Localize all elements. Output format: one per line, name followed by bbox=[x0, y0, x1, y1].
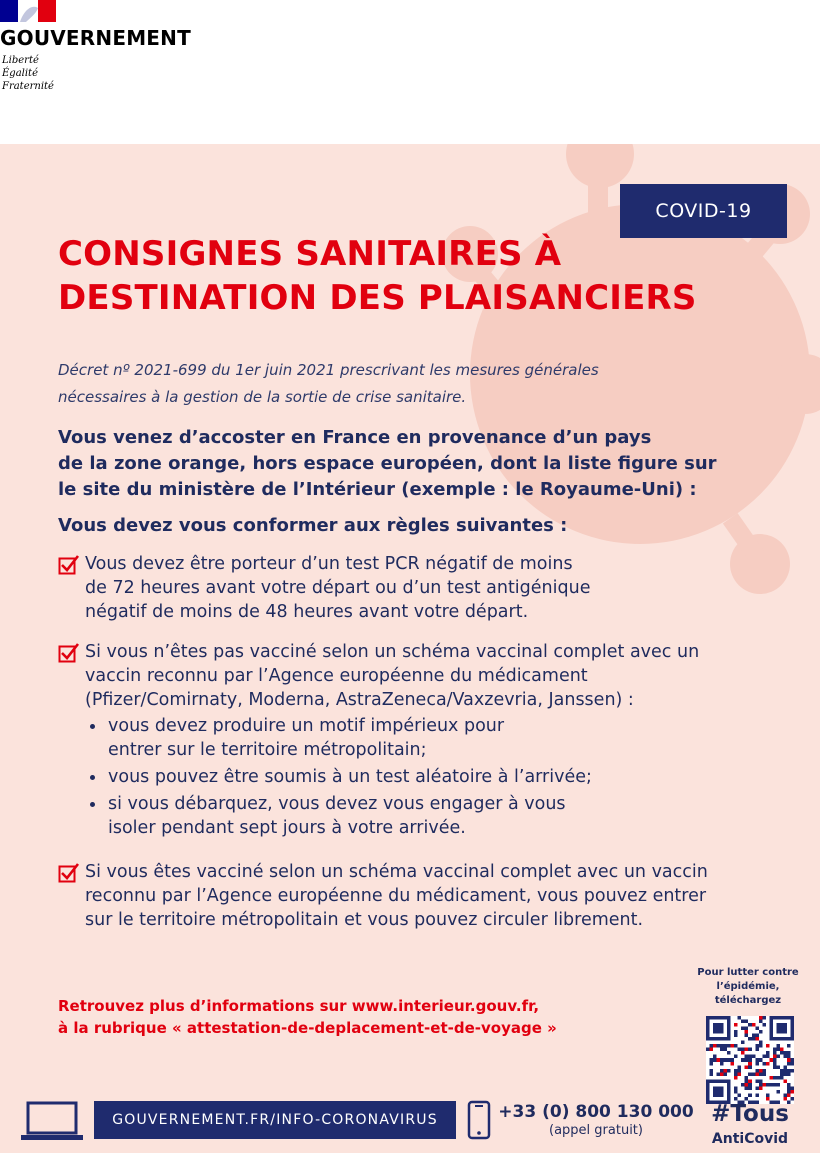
covid-badge: COVID-19 bbox=[620, 184, 787, 238]
rules-heading: Vous devez vous conformer aux règles suivantes : bbox=[58, 515, 568, 536]
caption-line: l’épidémie, bbox=[716, 981, 780, 992]
rule-item bbox=[58, 860, 798, 932]
rule-item bbox=[58, 640, 798, 840]
rule-text: vaccin reconnu par l’Agence européenne du médicament bbox=[85, 666, 588, 686]
motto-egalite: Égalité bbox=[2, 68, 38, 79]
bullet-text: vous pouvez être soumis à un test aléatoire à l’arrivée; bbox=[108, 767, 592, 787]
checkbox-check-icon bbox=[58, 554, 80, 576]
bullet-text: vous devez produire un motif impérieux pour bbox=[108, 716, 505, 736]
app-promo-caption bbox=[686, 966, 810, 1008]
phone-number[interactable]: +33 (0) 800 130 000 bbox=[498, 1102, 694, 1122]
decree-line: nécessaires à la gestion de la sortie de crise sanitaire. bbox=[58, 388, 467, 406]
decree-reference bbox=[58, 357, 698, 411]
intro-line: Vous venez d’accoster en France en provenance d’un pays bbox=[58, 427, 652, 448]
intro-paragraph bbox=[58, 425, 778, 503]
qr-code[interactable] bbox=[706, 1016, 794, 1104]
marianne-flag-logo bbox=[0, 0, 56, 22]
intro-line: le site du ministère de l’Intérieur (exemple : le Royaume-Uni) : bbox=[58, 479, 697, 500]
more-info-text bbox=[58, 995, 557, 1039]
bullet-dot bbox=[90, 775, 95, 780]
bullet-item bbox=[58, 714, 798, 762]
motto-fraternite: Fraternité bbox=[2, 81, 54, 92]
intro-line: de la zone orange, hors espace européen, dont la liste figure sur bbox=[58, 453, 717, 474]
republic-motto bbox=[2, 54, 54, 93]
phone-icon bbox=[466, 1100, 492, 1140]
bullet-list bbox=[58, 714, 798, 840]
more-info-line: Retrouvez plus d’informations sur www.interieur.gouv.fr, bbox=[58, 997, 540, 1015]
checkbox-check-icon bbox=[58, 862, 80, 884]
caption-line: Pour lutter contre bbox=[697, 967, 799, 978]
bullet-dot bbox=[90, 724, 95, 729]
phone-note: (appel gratuit) bbox=[549, 1123, 643, 1138]
laptop-icon bbox=[20, 1100, 84, 1142]
info-coronavirus-link[interactable]: GOUVERNEMENT.FR/INFO-CORONAVIRUS bbox=[94, 1101, 456, 1139]
motto-liberte: Liberté bbox=[2, 55, 39, 66]
government-header bbox=[0, 0, 820, 144]
rule-item bbox=[58, 552, 798, 624]
caption-line: téléchargez bbox=[714, 995, 782, 1006]
rule-text: Vous devez être porteur d’un test PCR négatif de moins bbox=[85, 554, 573, 574]
bullet-item bbox=[58, 765, 798, 789]
bullet-text: si vous débarquez, vous devez vous engager à vous bbox=[108, 794, 566, 814]
bullet-text: entrer sur le territoire métropolitain; bbox=[108, 740, 427, 760]
title-line: CONSIGNES SANITAIRES À bbox=[58, 234, 562, 274]
bullet-item bbox=[58, 792, 798, 840]
tous-anticovid-tag: #Tous bbox=[711, 1101, 789, 1127]
rule-text: (Pfizer/Comirnaty, Moderna, AstraZeneca/Vaxzevria, Janssen) : bbox=[85, 690, 634, 710]
rule-text: Si vous n’êtes pas vacciné selon un schéma vaccinal complet avec un bbox=[85, 642, 700, 662]
rule-text: reconnu par l’Agence européenne du médicament, vous pouvez entrer bbox=[85, 886, 707, 906]
government-name: GOUVERNEMENT bbox=[0, 26, 191, 50]
more-info-line: à la rubrique « attestation-de-deplacement-et-de-voyage » bbox=[58, 1019, 557, 1037]
bullet-text: isoler pendant sept jours à votre arrivée. bbox=[108, 818, 466, 838]
decree-line: Décret nº 2021-699 du 1er juin 2021 prescrivant les mesures générales bbox=[58, 361, 599, 379]
title-line: DESTINATION DES PLAISANCIERS bbox=[58, 278, 697, 318]
rule-text: négatif de moins de 48 heures avant votre départ. bbox=[85, 602, 529, 622]
anticovid-app-name: AntiCovid bbox=[711, 1131, 789, 1147]
rule-text: sur le territoire métropolitain et vous pouvez circuler librement. bbox=[85, 910, 644, 930]
page-title bbox=[58, 232, 758, 320]
rule-text: de 72 heures avant votre départ ou d’un test antigénique bbox=[85, 578, 591, 598]
rule-text: Si vous êtes vacciné selon un schéma vaccinal complet avec un vaccin bbox=[85, 862, 708, 882]
bullet-dot bbox=[90, 802, 95, 807]
checkbox-check-icon bbox=[58, 642, 80, 664]
